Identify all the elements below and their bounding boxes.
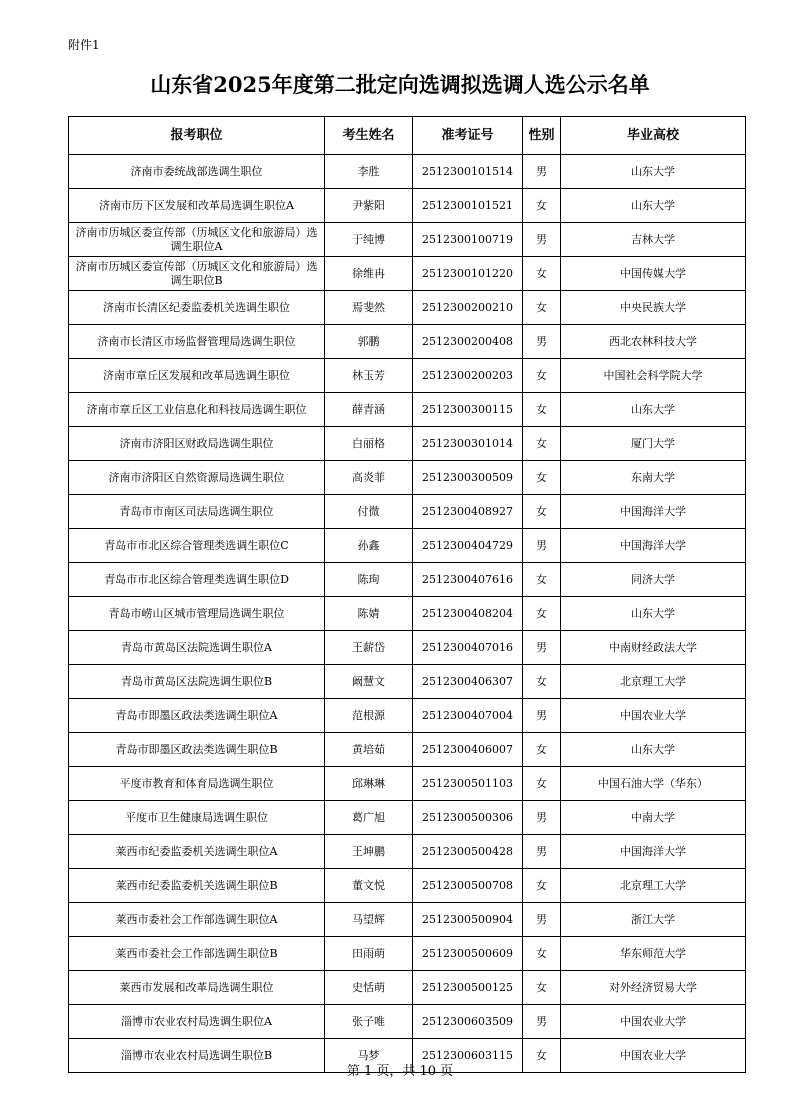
table-row [69,223,746,257]
table-row [69,937,746,971]
cell-university: 东南大学 [561,461,746,495]
cell-gender: 女 [523,665,561,699]
cell-gender: 女 [523,971,561,1005]
cell-name: 高炎菲 [325,461,413,495]
cell-name: 王坤鹏 [325,835,413,869]
cell-gender: 女 [523,937,561,971]
cell-university: 山东大学 [561,597,746,631]
table-row [69,767,746,801]
cell-position: 平度市卫生健康局选调生职位 [69,801,325,835]
cell-university: 中南财经政法大学 [561,631,746,665]
table-row [69,291,746,325]
cell-university: 中国农业大学 [561,1039,746,1073]
cell-exam-id: 2512300200210 [413,291,523,325]
cell-exam-id: 2512300301014 [413,427,523,461]
cell-gender: 女 [523,359,561,393]
table-body [69,155,746,1073]
candidate-table [68,116,746,1073]
cell-position: 济南市章丘区发展和改革局选调生职位 [69,359,325,393]
cell-exam-id: 2512300200203 [413,359,523,393]
table-row [69,835,746,869]
table-row [69,971,746,1005]
cell-university: 中国传媒大学 [561,257,746,291]
table-row [69,529,746,563]
cell-university: 华东师范大学 [561,937,746,971]
cell-name: 田雨萌 [325,937,413,971]
table-row [69,427,746,461]
page-footer: 第 1 页，共 10 页 [346,1064,454,1079]
cell-university: 浙江大学 [561,903,746,937]
cell-university: 山东大学 [561,393,746,427]
cell-gender: 女 [523,563,561,597]
cell-gender: 男 [523,903,561,937]
cell-university: 中国海洋大学 [561,835,746,869]
cell-name: 黄培茹 [325,733,413,767]
cell-position: 济南市历城区委宣传部（历城区文化和旅游局）选调生职位B [69,257,325,291]
table-row [69,155,746,189]
cell-position: 青岛市黄岛区法院选调生职位A [69,631,325,665]
header-name: 考生姓名 [325,117,413,155]
cell-position: 莱西市发展和改革局选调生职位 [69,971,325,1005]
table-row [69,257,746,291]
cell-gender: 男 [523,155,561,189]
cell-exam-id: 2512300603509 [413,1005,523,1039]
cell-name: 张子唯 [325,1005,413,1039]
cell-position: 青岛市黄岛区法院选调生职位B [69,665,325,699]
cell-name: 焉斐然 [325,291,413,325]
cell-position: 济南市委统战部选调生职位 [69,155,325,189]
cell-position: 青岛市即墨区政法类选调生职位A [69,699,325,733]
cell-position: 济南市历城区委宣传部（历城区文化和旅游局）选调生职位A [69,223,325,257]
cell-gender: 女 [523,495,561,529]
table-row [69,563,746,597]
cell-position: 淄博市农业农村局选调生职位B [69,1039,325,1073]
cell-exam-id: 2512300406307 [413,665,523,699]
cell-university: 中国石油大学（华东） [561,767,746,801]
cell-exam-id: 2512300100719 [413,223,523,257]
cell-university: 对外经济贸易大学 [561,971,746,1005]
header-gender: 性别 [523,117,561,155]
cell-gender: 女 [523,733,561,767]
table-row [69,325,746,359]
cell-name: 陈婧 [325,597,413,631]
cell-university: 中国海洋大学 [561,529,746,563]
cell-position: 济南市历下区发展和改革局选调生职位A [69,189,325,223]
table-row [69,733,746,767]
cell-exam-id: 2512300603115 [413,1039,523,1073]
cell-exam-id: 2512300500904 [413,903,523,937]
cell-gender: 男 [523,325,561,359]
cell-university: 中南大学 [561,801,746,835]
cell-name: 马望辉 [325,903,413,937]
table-header [69,117,746,155]
table-row [69,631,746,665]
cell-exam-id: 2512300300115 [413,393,523,427]
cell-name: 李胜 [325,155,413,189]
cell-position: 济南市长清区纪委监委机关选调生职位 [69,291,325,325]
cell-gender: 男 [523,631,561,665]
cell-gender: 女 [523,189,561,223]
cell-name: 郭鹏 [325,325,413,359]
cell-university: 山东大学 [561,733,746,767]
header-exam-id: 准考证号 [413,117,523,155]
cell-name: 白丽格 [325,427,413,461]
cell-exam-id: 2512300101521 [413,189,523,223]
header-university: 毕业高校 [561,117,746,155]
attachment-label: 附件1 [68,38,100,52]
cell-exam-id: 2512300500306 [413,801,523,835]
cell-name: 马梦 [325,1039,413,1073]
cell-position: 青岛市崂山区城市管理局选调生职位 [69,597,325,631]
cell-position: 济南市长清区市场监督管理局选调生职位 [69,325,325,359]
cell-position: 济南市济阳区自然资源局选调生职位 [69,461,325,495]
cell-gender: 女 [523,869,561,903]
cell-gender: 男 [523,1005,561,1039]
cell-name: 尹紫阳 [325,189,413,223]
cell-exam-id: 2512300407004 [413,699,523,733]
cell-position: 济南市济阳区财政局选调生职位 [69,427,325,461]
cell-exam-id: 2512300101514 [413,155,523,189]
cell-exam-id: 2512300101220 [413,257,523,291]
cell-university: 北京理工大学 [561,665,746,699]
cell-university: 厦门大学 [561,427,746,461]
cell-position: 莱西市纪委监委机关选调生职位B [69,869,325,903]
cell-university: 西北农林科技大学 [561,325,746,359]
cell-exam-id: 2512300404729 [413,529,523,563]
cell-university: 北京理工大学 [561,869,746,903]
cell-gender: 男 [523,699,561,733]
cell-exam-id: 2512300200408 [413,325,523,359]
cell-university: 中国农业大学 [561,699,746,733]
table-row [69,189,746,223]
cell-exam-id: 2512300500125 [413,971,523,1005]
table-row [69,597,746,631]
cell-gender: 女 [523,767,561,801]
cell-name: 林玉芳 [325,359,413,393]
cell-exam-id: 2512300408204 [413,597,523,631]
cell-name: 史恬萌 [325,971,413,1005]
cell-exam-id: 2512300500708 [413,869,523,903]
cell-gender: 女 [523,461,561,495]
cell-university: 中国社会科学院大学 [561,359,746,393]
cell-position: 济南市章丘区工业信息化和科技局选调生职位 [69,393,325,427]
cell-name: 王薪岱 [325,631,413,665]
cell-gender: 女 [523,597,561,631]
cell-position: 青岛市市南区司法局选调生职位 [69,495,325,529]
cell-position: 青岛市市北区综合管理类选调生职位D [69,563,325,597]
cell-gender: 女 [523,257,561,291]
table-row [69,699,746,733]
cell-university: 山东大学 [561,189,746,223]
cell-gender: 男 [523,801,561,835]
cell-name: 付微 [325,495,413,529]
cell-exam-id: 2512300407616 [413,563,523,597]
table-header-row [69,117,746,155]
cell-university: 同济大学 [561,563,746,597]
cell-gender: 女 [523,1039,561,1073]
cell-name: 陈珣 [325,563,413,597]
cell-exam-id: 2512300408927 [413,495,523,529]
cell-gender: 男 [523,835,561,869]
cell-position: 莱西市委社会工作部选调生职位A [69,903,325,937]
cell-exam-id: 2512300407016 [413,631,523,665]
cell-gender: 男 [523,223,561,257]
cell-name: 薛青涵 [325,393,413,427]
cell-university: 中国农业大学 [561,1005,746,1039]
cell-university: 山东大学 [561,155,746,189]
cell-gender: 男 [523,529,561,563]
table-row [69,801,746,835]
table-row [69,903,746,937]
cell-gender: 女 [523,427,561,461]
table-row [69,461,746,495]
cell-exam-id: 2512300501103 [413,767,523,801]
table-row [69,1005,746,1039]
cell-gender: 女 [523,291,561,325]
cell-gender: 女 [523,393,561,427]
cell-university: 中国海洋大学 [561,495,746,529]
cell-name: 于纯博 [325,223,413,257]
cell-name: 邱琳琳 [325,767,413,801]
cell-exam-id: 2512300500428 [413,835,523,869]
cell-name: 孙鑫 [325,529,413,563]
header-position: 报考职位 [69,117,325,155]
cell-name: 董文悦 [325,869,413,903]
cell-name: 阚慧文 [325,665,413,699]
cell-university: 中央民族大学 [561,291,746,325]
cell-exam-id: 2512300500609 [413,937,523,971]
cell-position: 青岛市即墨区政法类选调生职位B [69,733,325,767]
table-row [69,869,746,903]
cell-position: 莱西市委社会工作部选调生职位B [69,937,325,971]
cell-name: 徐维冉 [325,257,413,291]
cell-position: 淄博市农业农村局选调生职位A [69,1005,325,1039]
table-row [69,665,746,699]
cell-name: 葛广旭 [325,801,413,835]
table-row [69,393,746,427]
table-row [69,359,746,393]
table-row [69,495,746,529]
cell-position: 青岛市市北区综合管理类选调生职位C [69,529,325,563]
cell-university: 吉林大学 [561,223,746,257]
cell-exam-id: 2512300406007 [413,733,523,767]
document-title: 山东省2025年度第二批定向选调拟选调人选公示名单 [150,72,650,97]
cell-position: 莱西市纪委监委机关选调生职位A [69,835,325,869]
cell-name: 范根源 [325,699,413,733]
cell-exam-id: 2512300300509 [413,461,523,495]
cell-position: 平度市教育和体育局选调生职位 [69,767,325,801]
